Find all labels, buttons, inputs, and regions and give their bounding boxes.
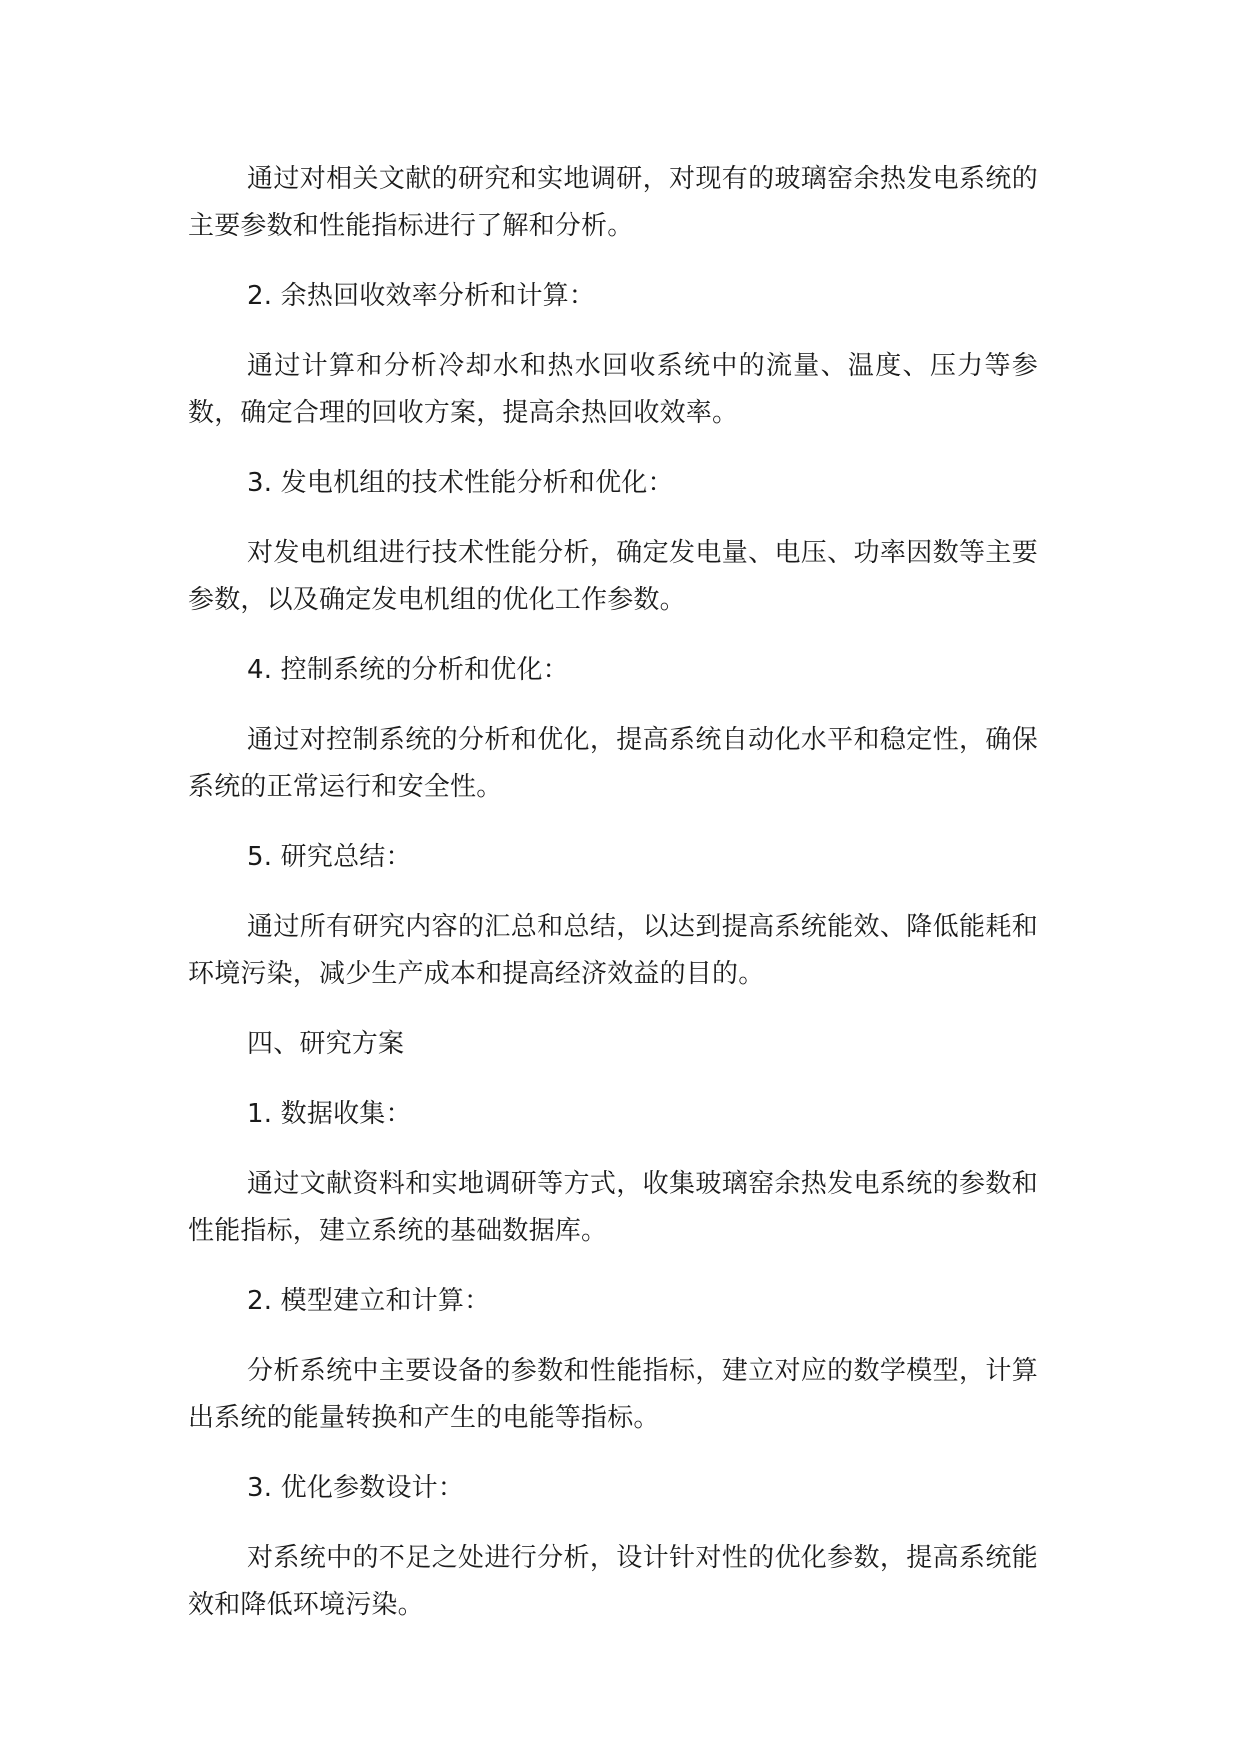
paragraph-generator-performance: 对发电机组进行技术性能分析，确定发电量、电压、功率因数等主要参数，以及确定发电机组的优化工作参数。: [188, 538, 1038, 615]
heading-model-calculation: 2. 模型建立和计算：: [247, 1286, 491, 1316]
heading-generator-performance: 3. 发电机组的技术性能分析和优化：: [247, 468, 674, 498]
paragraph-heat-recovery: 通过计算和分析冷却水和热水回收系统中的流量、温度、压力等参数，确定合理的回收方案，提高余热回收效率。: [188, 351, 1038, 428]
paragraph-literature-review: 通过对相关文献的研究和实地调研，对现有的玻璃窑余热发电系统的主要参数和性能指标进行了解和分析。: [188, 164, 1038, 241]
paragraph-control-system: 通过对控制系统的分析和优化，提高系统自动化水平和稳定性，确保系统的正常运行和安全性。: [188, 725, 1038, 802]
paragraph-research-summary: 通过所有研究内容的汇总和总结，以达到提高系统能效、降低能耗和环境污染，减少生产成本和提高经济效益的目的。: [188, 912, 1038, 989]
paragraph-model-calculation: 分析系统中主要设备的参数和性能指标，建立对应的数学模型，计算出系统的能量转换和产生的电能等指标。: [188, 1356, 1038, 1433]
heading-parameter-optimization: 3. 优化参数设计：: [247, 1473, 465, 1503]
heading-research-summary: 5. 研究总结：: [247, 842, 412, 872]
heading-data-collection: 1. 数据收集：: [247, 1099, 412, 1129]
section-heading-research-plan: 四、研究方案: [247, 1029, 405, 1059]
paragraph-data-collection: 通过文献资料和实地调研等方式，收集玻璃窑余热发电系统的参数和性能指标，建立系统的基础数据库。: [188, 1169, 1038, 1246]
document-page: [188, 156, 1038, 1652]
paragraph-parameter-optimization: 对系统中的不足之处进行分析，设计针对性的优化参数，提高系统能效和降低环境污染。: [188, 1543, 1038, 1620]
heading-control-system: 4. 控制系统的分析和优化：: [247, 655, 569, 685]
heading-heat-recovery-efficiency: 2. 余热回收效率分析和计算：: [247, 281, 596, 311]
